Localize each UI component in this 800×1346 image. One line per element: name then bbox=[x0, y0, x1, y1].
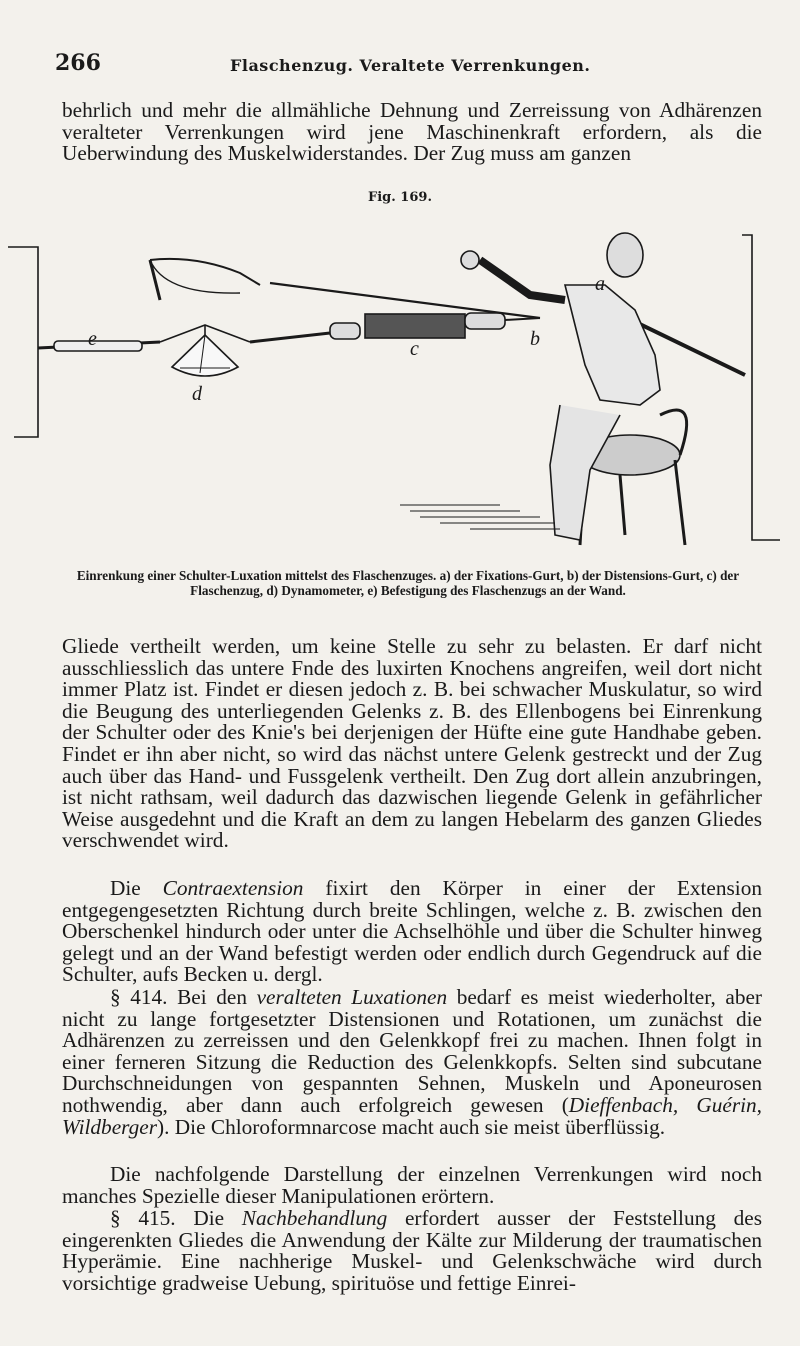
p2-pre: Die bbox=[110, 876, 163, 900]
body-paragraph-5 bbox=[62, 1208, 762, 1294]
label-b: b bbox=[530, 328, 540, 350]
page-header bbox=[55, 50, 755, 82]
figure-label: Fig. 169. bbox=[368, 190, 432, 205]
p4-text: Die nachfolgende Darstellung der einzelnen Verrenkungen wird noch manches Spezielle dieser Manipulationen erörtern. bbox=[62, 1162, 762, 1208]
p5-emphasis: Nachbehandlung bbox=[241, 1206, 388, 1230]
wall-bracket-right bbox=[742, 235, 780, 540]
pulley-ropes bbox=[365, 314, 465, 338]
p5-pre: § 415. Die bbox=[110, 1206, 242, 1230]
p3-post: ). Die Chloroformnarcose macht auch sie meist überflüssig. bbox=[157, 1114, 666, 1139]
body-paragraph-2 bbox=[62, 878, 762, 986]
page-number: 266 bbox=[55, 50, 101, 76]
dynamometer-dial bbox=[172, 335, 238, 376]
running-head: Flaschenzug. Veraltete Verrenkungen. bbox=[230, 56, 591, 75]
body-paragraph-4 bbox=[62, 1164, 762, 1207]
label-a: a bbox=[595, 273, 605, 295]
p3-emphasis: veralteten Luxationen bbox=[256, 985, 448, 1009]
figure-illustration bbox=[0, 215, 800, 560]
pulley-block-right bbox=[465, 313, 505, 329]
p2-emphasis: Contraextension bbox=[162, 876, 304, 900]
p5-post: erfordert ausser der Feststellung des eingerenkten Gliedes die Anwendung der Kälte zur Milderung der traumatischen Hyperämie. Eine nachherige Muskel- und Gelenkschwäche wird durch vorsichtige gradweise Uebung, spirituöse und fettige Einrei- bbox=[62, 1206, 762, 1295]
rope-tube bbox=[54, 341, 142, 351]
wall-bracket-left bbox=[8, 247, 38, 437]
pulley-block-left bbox=[330, 323, 360, 339]
body-paragraph-1-text: Gliede vertheilt werden, um keine Stelle zu sehr zu belasten. Er darf nicht ausschliesslich das untere Fnde des luxirten Knochens angreifen, weil dort nicht immer Platz ist. Findet er diesen jedoch z. B. bei schwacher Muskulatur, so wird die Beugung des unterliegenden Gelenks z. B. des Ellenbogens bei Einrenkung der Schulter oder des Knie's bei derjenigen der Hüfte eine gute Handhabe geben. Findet er ihn aber nicht, so wird das nächst untere Gelenk gestreckt und der Zug auch über das Hand- und Fussgelenk vertheilt. Den Zug dort allein anzubringen, ist nicht rathsam, weil dadurch das dazwischen liegende Gelenk in gefährlicher Weise ausgedehnt und die Kraft an dem zu langen Hebelarm des ganzen Gliedes verschwendet wird. bbox=[62, 634, 762, 853]
p3-pre: § 414. Bei den bbox=[110, 985, 257, 1009]
p3-names: Dieffenbach, Guérin, Wildberger bbox=[62, 1092, 763, 1139]
patient-arm bbox=[480, 260, 565, 300]
patient-head bbox=[607, 233, 643, 277]
body-paragraph-3 bbox=[62, 987, 762, 1138]
patient-torso bbox=[565, 285, 660, 405]
label-c: c bbox=[410, 338, 419, 360]
pull-rope bbox=[270, 283, 540, 318]
chain bbox=[250, 333, 330, 342]
intro-paragraph: behrlich und mehr die allmähliche Dehnung und Zerreissung von Adhärenzen veralteter Verrenkungen wird jene Maschinenkraft erfordern, als die Ueberwindung des Muskelwiderstandes. Der Zug muss am ganzen bbox=[62, 98, 762, 166]
label-e: e bbox=[88, 328, 97, 350]
p2-post: fixirt den Körper in einer der Extension entgegengesetzten Richtung durch breite Schlingen, welche z. B. zwischen den Oberschenkel hindurch oder unter die Achselhöhle und über die Schulter hinweg gelegt und an der Wand befestigt werden oder endlich durch Gegendruck auf die Schulter, aufs Becken u. dergl. bbox=[62, 876, 762, 987]
label-d: d bbox=[192, 383, 202, 405]
assistant-arm bbox=[150, 259, 260, 285]
body-paragraph-1 bbox=[62, 636, 762, 852]
figure-caption: Einrenkung einer Schulter-Luxation mittelst des Flaschenzuges. a) der Fixations-Gurt, b) der Distensions-Gurt, c) der Flaschenzug, d) Dynamometer, e) Befestigung des Flaschenzugs an der Wand. bbox=[76, 568, 740, 598]
floor-shading bbox=[400, 505, 560, 529]
p3-mid: bedarf es meist wiederholter, aber nicht zu lange fortgesetzter Distensionen und Rotationen, um zunächst die Adhärenzen zu zerreissen und den Gelenkkopf frei zu machen. Ihnen folgt in einer ferneren Sitzung die Reduction des Gelenkkopfs. Selten sind subcutane Durchschneidungen von gespannten Sehnen, Muskeln und Aponeurosen nothwendig, aber dann auch erfolgreich gewesen ( bbox=[62, 985, 763, 1117]
